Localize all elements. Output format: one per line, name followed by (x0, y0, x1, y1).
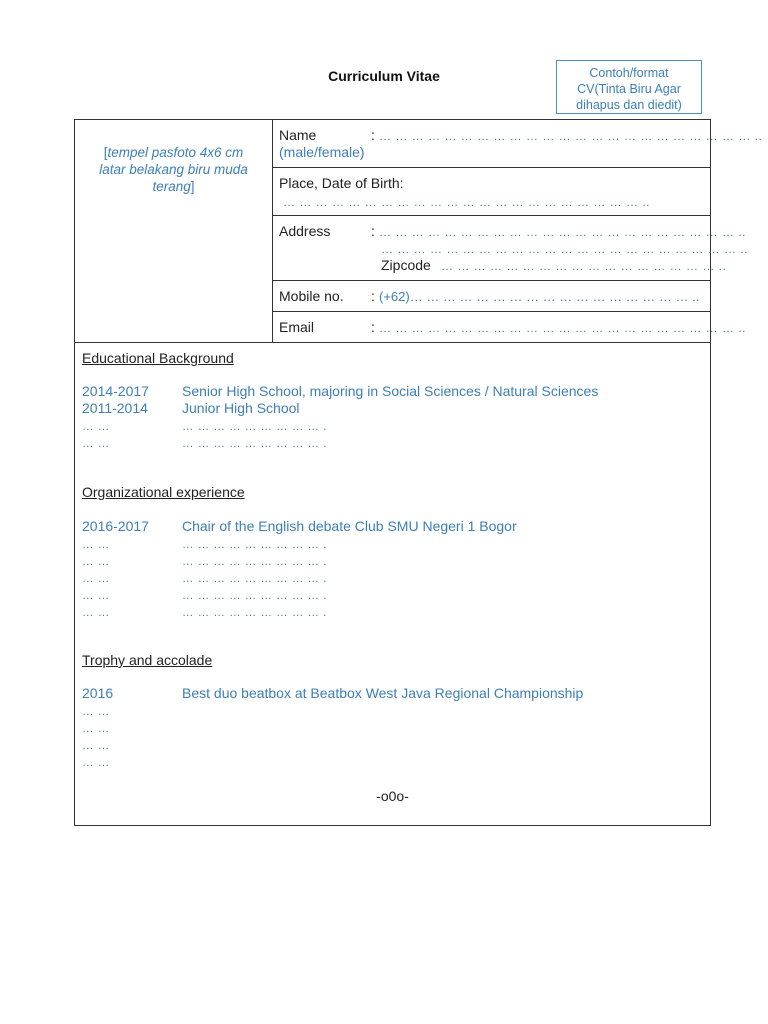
mobile-value: (+62)… … … … … … … … … … … … … … … … … .. (379, 289, 700, 304)
entry-description: … … … … … … … … … . (182, 590, 327, 602)
entry-year: … … (82, 706, 110, 718)
entry-description: Chair of the English debate Club SMU Negeri 1 Bogor (182, 518, 517, 534)
cv-table (74, 119, 763, 826)
document-title: Curriculum Vitae (328, 68, 440, 84)
birth-row (273, 168, 710, 216)
entry-year: 2016 (82, 685, 114, 701)
entry-row (82, 753, 182, 772)
entry-row (82, 400, 300, 417)
photo-text: tempel pasfoto 4x6 cm (107, 145, 244, 160)
address-value: … … … … … … … … … … … … … … … … … … … … … … .. (379, 225, 747, 239)
entry-year: 2011-2014 (82, 400, 148, 416)
organization-heading: Organizational experience (82, 484, 245, 500)
entry-row (82, 383, 598, 400)
entry-description: Best duo beatbox at Beatbox West Java Regional Championship (182, 685, 584, 701)
personal-info (273, 120, 763, 343)
photo-bracket-close: ] (190, 179, 195, 194)
entry-description: … … … … … … … … … . (182, 556, 327, 568)
note-line: CV(Tinta Biru Agar (577, 82, 681, 96)
name-label: Name (279, 127, 317, 143)
name-value: … … … … … … … … … … … … … … … … … … … … … … … .. (379, 129, 763, 143)
entry-row (82, 434, 327, 453)
entry-description: Senior High School, majoring in Social Sciences / Natural Sciences (182, 383, 599, 399)
entry-row (82, 685, 583, 702)
entry-year: … … (82, 556, 110, 568)
zipcode-value: … … … … … … … … … … … … … … … … … .. (441, 259, 727, 273)
entry-year: … … (82, 590, 110, 602)
photo-text: latar belakang biru muda (99, 162, 248, 177)
entry-year: … … (82, 757, 110, 769)
address-row (273, 216, 749, 281)
note-line: Contoh/format (589, 66, 669, 80)
zipcode-label: Zipcode (381, 257, 431, 273)
birth-value: … … … … … … … … … … … … … … … … … … … … … … .. (283, 195, 651, 209)
entry-description: … … … … … … … … … . (182, 573, 327, 585)
entry-description: … … … … … … … … … . (182, 438, 327, 450)
end-mark: -o0o- (376, 788, 409, 804)
entry-row (82, 518, 517, 535)
entry-year: … … (82, 539, 110, 551)
instruction-note (556, 60, 702, 114)
colon: : (371, 127, 375, 143)
entry-year: 2016-2017 (82, 518, 149, 534)
entry-year: … … (82, 421, 110, 433)
note-line: dihapus dan diedit) (576, 98, 682, 112)
email-row (273, 312, 747, 343)
entry-description: … … … … … … … … … . (182, 421, 327, 433)
entry-year: … … (82, 573, 110, 585)
entry-year: 2014-2017 (82, 383, 149, 399)
address-label: Address (279, 223, 331, 239)
colon: : (371, 319, 375, 335)
address-value: … … … … … … … … … … … … … … … … … … … … … … .. (381, 242, 749, 256)
mobile-label: Mobile no. (279, 288, 344, 304)
gender-value: (male/female) (279, 144, 365, 160)
entry-year: … … (82, 723, 110, 735)
entry-description: … … … … … … … … … . (182, 539, 327, 551)
entry-description: … … … … … … … … … . (182, 607, 327, 619)
entry-year: … … (82, 438, 110, 450)
colon: : (371, 288, 375, 304)
email-value: … … … … … … … … … … … … … … … … … … … … … … .. (379, 321, 747, 335)
name-row (273, 120, 763, 168)
birth-label: Place, Date of Birth: (279, 175, 404, 191)
entry-description: Junior High School (182, 400, 300, 416)
photo-bracket-open: [ (103, 145, 108, 160)
mobile-row (273, 281, 710, 312)
entry-year: … … (82, 740, 110, 752)
photo-placeholder (75, 120, 273, 343)
entry-row (82, 603, 327, 622)
colon: : (371, 223, 375, 239)
entry-year: … … (82, 607, 110, 619)
trophy-heading: Trophy and accolade (82, 652, 213, 668)
email-label: Email (279, 319, 315, 335)
education-heading: Educational Background (82, 350, 234, 366)
photo-text: terang (152, 179, 191, 194)
